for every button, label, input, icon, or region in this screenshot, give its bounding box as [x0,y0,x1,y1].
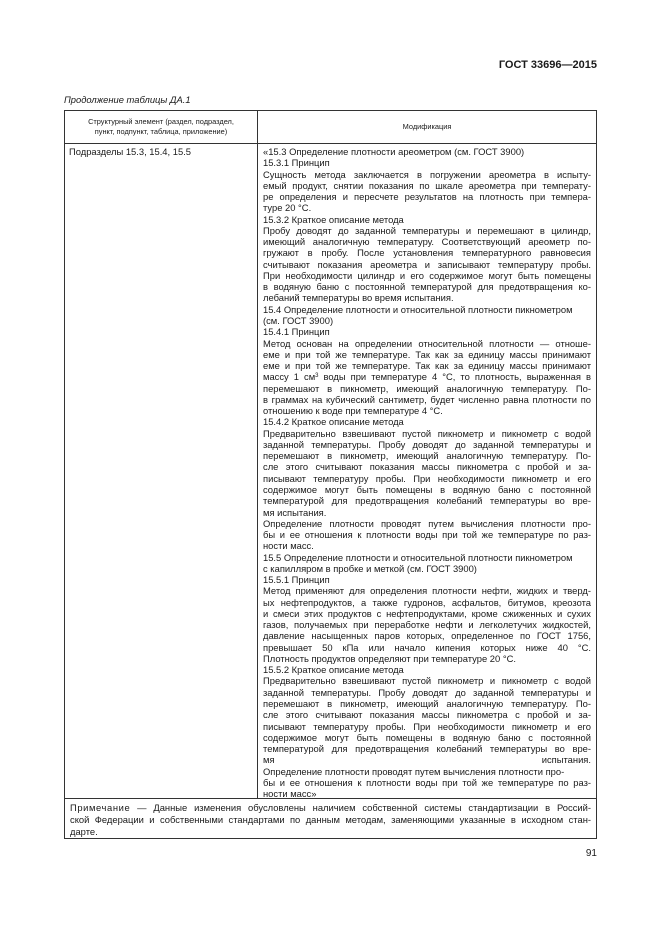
text-line: содержимое могут быть помещены в водяную баню с постоянной [263,731,591,743]
text-line: 15.4.2 Краткое описание метода [263,416,404,428]
header-line: Структурный элемент (раздел, подраздел, [88,117,234,126]
structural-element-header [65,111,258,143]
modification-cell [258,144,596,798]
text-line: перемешают в пикнометр, имеющий аналогичную температуру. По- [263,450,591,462]
text-line: содержимое могут быть помещены в водяную баню с постоянной [263,483,591,495]
text-line: писывают температуру пробы. При необходимости пикнометр и его [263,472,591,484]
text-line: и смеси этих продуктов с нефтепродуктами, кроме сжиженных и сухих [263,607,591,619]
header-line: пункт, подпункт, таблица, приложение) [94,127,228,136]
text-line: Метод основан на определении относительной плотности — отноше- [263,337,591,349]
table-note [65,799,596,838]
text-line: туре 20 °С. [263,202,312,214]
text-line: сле этого считывают показания массы пикнометра с пробой и за- [263,709,591,721]
table-row [65,144,596,799]
text-line: температурой для предотвращения колебаний температуры во вре- [263,495,591,507]
note-line: дарте. [70,826,98,837]
table-header-row [65,111,596,144]
text-line: 15.3.2 Краткое описание метода [263,213,404,225]
text-line: бы и ее отношения к плотности воды при той же температуре по раз- [263,529,591,541]
text-fragment: воды при температуре 4 °С, то плотность, выраженная в [318,371,591,383]
text-line: емый продукт, снятии показания по шкале ареометра при температу- [263,179,591,191]
text-line: превышает 50 кПа или начало кипения которых ниже 40 °С. [263,641,591,653]
text-line: «15.3 Определение плотности ареометром (см. ГОСТ 3900) [263,146,525,157]
text-line: писывают температуру пробы. При необходимости пикнометр и его [263,720,591,732]
text-fragment: массу 1 см [263,371,316,383]
page-number: 91 [585,848,597,859]
modification-table [64,110,597,839]
text-line: Предварительно взвешивают пустой пикнометр и пикнометр с водой [263,675,591,687]
text-line: бы и ее отношения к плотности воды при той же температуре по раз- [263,776,591,788]
text-line: в водяную баню с постоянной температурой для предотвращения ко- [263,281,591,293]
text-line: сле этого считывают показания массы пикнометра с пробой и за- [263,461,591,473]
text-line: 15.5.2 Краткое описание метода [263,664,404,676]
text-line: заданной температуры. Пробу доводят до заданной температуры и [263,438,591,450]
text-line: 15.4 Определение плотности и относительной плотности пикнометром [263,303,573,315]
superscript: 3 [315,373,319,380]
modification-header: Модификация [402,122,452,131]
text-line: перемешают в пикнометр, имеющий аналогичную температуру. По- [263,698,591,710]
text-line: газов, получаемых при переработке нефти и легколетучих жидкостей, [263,619,591,631]
text-line: 15.5.1 Принцип [263,574,330,586]
text-line: гружают в пробу. После установления температурного равновесия [263,247,591,259]
table-caption: Продолжение таблицы ДА.1 [64,94,191,105]
text-line: еме и при той же температуре. Так как за единицу массы принимают [263,348,591,360]
text-line: Сущность метода заключается в погружении ареометра в испыту- [263,168,591,180]
text-line: Плотность продуктов определяют при температуре 20 °С. [263,652,516,664]
text-line: 15.3.1 Принцип [263,157,330,169]
text-line: ности масс. [263,540,314,552]
note-line [70,802,591,814]
text-line [263,371,591,382]
text-line: Определение плотности проводят путем вычисления плотности про- [263,517,591,529]
structural-element-cell: Подразделы 15.3, 15.4, 15.5 [65,144,258,798]
text-line: 15.5 Определение плотности и относительной плотности пикнометром [263,551,573,563]
text-line: мя испытания. [263,754,591,766]
text-line: лебаний температуры во время испытания. [263,292,454,304]
text-line: Определение плотности проводят путем вычисления плотности про- [263,765,565,777]
text-line: ре определения и пересчете результатов на плотность при темпера- [263,191,591,203]
text-line: отношению к воде при температуре 4 °С. [263,405,443,417]
text-line: в граммах на кубический сантиметр, будет численно равна плотности по [263,393,591,405]
text-line: с капилляром в пробке и меткой (см. ГОСТ 3900) [263,562,477,574]
text-line: имеющий аналогичную температуру. Соответствующий ареометр по- [263,236,591,248]
document-code: ГОСТ 33696—2015 [498,59,597,71]
text-line: Предварительно взвешивают пустой пикнометр и пикнометр с водой [263,427,591,439]
text-line: Метод применяют для определения плотности нефти, жидких и тверд- [263,585,591,597]
text-line: ности масс» [263,788,317,800]
note-text: — Данные изменения обусловлены наличием собственной системы стандартизации в Россий- [130,802,591,813]
text-line: мя испытания. [263,506,327,518]
text-line: 15.4.1 Принцип [263,326,330,338]
text-line: (см. ГОСТ 3900) [263,314,334,326]
text-line: еме и при той же температуре. Так как за единицу массы принимают [263,360,591,372]
text-line: При необходимости цилиндр и его содержимое могут быть помещены [263,269,591,281]
note-label: Примечание [70,802,131,813]
text-line: ых нефтепродуктов, а также гудронов, асфальтов, битумов, креозота [263,596,591,608]
text-line: считывают показания ареометра и записывают температуру пробы. [263,258,591,270]
text-line: заданной температуры. Пробу доводят до заданной температуры и [263,686,591,698]
text-line: перемешают в пикнометр, имеющий аналогичную температуру. По- [263,382,591,394]
text-line: температурой для предотвращения колебаний температуры во вре- [263,743,591,755]
note-line: ской Федерации и собственными стандартами по данным методам, заменяющими указанные в исходном стан- [70,814,591,825]
text-line: давление насыщенных паров которых, определенное по ГОСТ 1756, [263,630,591,642]
text-line: Пробу доводят до заданной температуры и перемешают в цилиндр, [263,224,591,236]
